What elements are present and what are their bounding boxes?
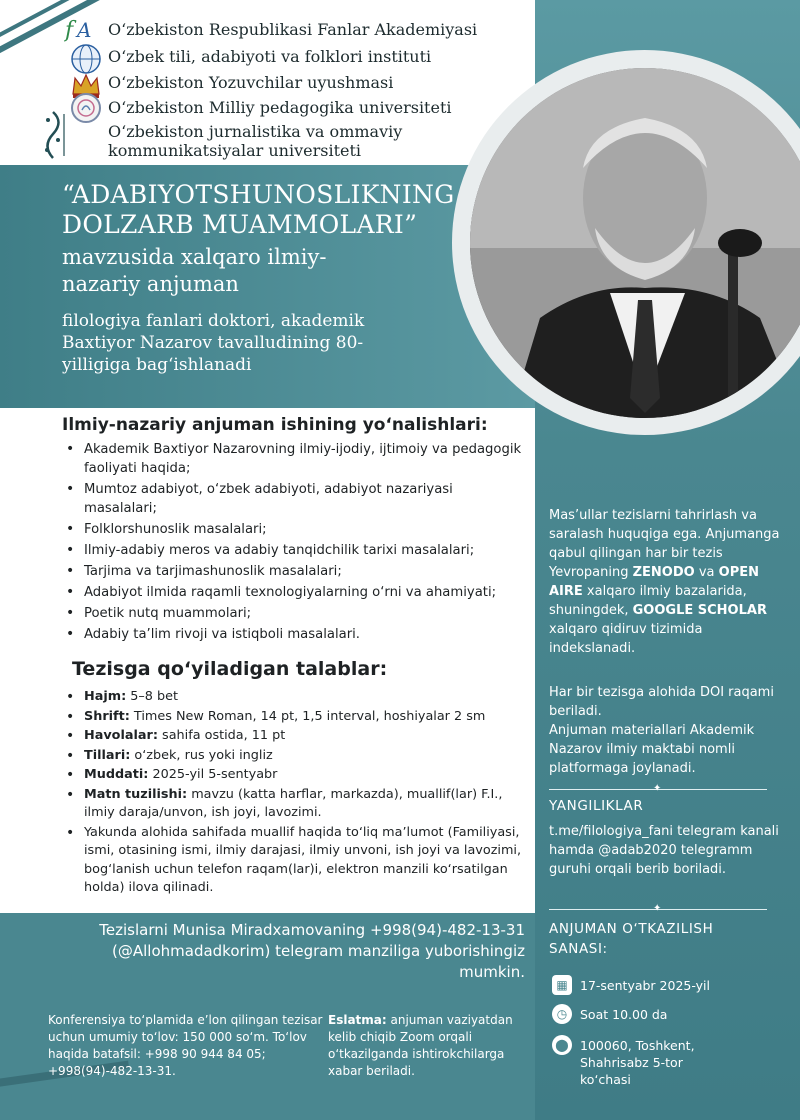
directions-list [62, 440, 527, 646]
editing-text: va [694, 565, 719, 580]
conference-subtitle: mavzusida xalqaro ilmiy-nazariy anjuman [62, 245, 327, 296]
requirement-value: 2025-yil 5-sentyabr [148, 767, 278, 782]
requirement-value: Yakunda alohida sahifada muallif haqida to‘liq ma’lumot (Familiyasi, ismi, otasining ismi, ilmiy darajasi, ilmiy unvoni, ish joyi va lavozimi, bog‘lanish uchun telefon raqam(lar)i, elektron manzili ko‘rsatilgan holda) ilova qilinadi. [84, 824, 522, 895]
requirement-value: o‘zbek, rus yoki ingliz [130, 747, 273, 763]
requirement-label: Havolalar: [84, 728, 158, 743]
requirement-value: Times New Roman, 14 pt, 1,5 interval, hoshiyalar 2 sm [129, 708, 486, 724]
list-item: • Akademik Baxtiyor Nazarovning ilmiy-ijodiy, ijtimoiy va pedagogik faoliyati haqida; [62, 440, 527, 478]
editing-text: xalqaro ilmiy bazalarida, shuningdek, [549, 584, 747, 618]
requirements-list [62, 688, 527, 899]
dedication-text: filologiya fanlari doktori, akademik Baxtiyor Nazarov tavalludining 80-yilligiga bag‘ishlanadi [62, 311, 365, 375]
org-journalism-university: O‘zbekiston jurnalistika va ommaviy kommunikatsiyalar universiteti [108, 122, 403, 160]
conference-time: Soat 10.00 da [580, 1007, 668, 1022]
requirement-label: Shrift: [84, 708, 130, 724]
list-item: • Adabiyot ilmida raqamli texnologiyalarning o‘rni va ahamiyati; [62, 583, 527, 602]
divider: ✦ [549, 909, 767, 910]
org-institute: O‘zbek tili, adabiyoti va folklori instituti [108, 47, 432, 66]
openaire-label: OPEN AIRE [549, 565, 759, 599]
list-item [62, 766, 527, 785]
doi-text: Har bir tezisga alohida DOI raqami beriladi. [549, 685, 774, 719]
requirement-value: mavzu (katta harflar, markazda), muallif(lar) F.I., ilmiy daraja/unvon, ish joyi, lavozimi. [84, 786, 503, 820]
portrait-photo [470, 68, 800, 418]
requirement-label: Matn tuzilishi: [84, 786, 188, 802]
directions-heading: Ilmiy-nazariy anjuman ishining yo‘nalishlari: [62, 415, 488, 435]
clock-icon: ◷ [552, 1004, 572, 1024]
requirement-label: Hajm: [84, 689, 127, 704]
list-item: • Folklorshunoslik masalalari; [62, 520, 527, 539]
quill-emblem-icon [38, 110, 68, 160]
list-item: • Poetik nutq muammolari; [62, 604, 527, 623]
conference-address: 100060, Toshkent, Shahrisabz 5-tor ko‘chasi [580, 1038, 695, 1087]
location-pin-icon: ⬤ [552, 1035, 572, 1055]
org-pedagogical-university: O‘zbekiston Milliy pedagogika universiteti [108, 98, 452, 117]
conference-date: 17-sentyabr 2025-yil [580, 978, 710, 993]
calendar-icon: ▦ [552, 975, 572, 995]
zenodo-label: ZENODO [632, 565, 695, 580]
org-academy: O‘zbekiston Respublikasi Fanlar Akademiyasi [108, 20, 478, 39]
editing-text: xalqaro qidiruv tizimida indekslanadi. [549, 622, 703, 656]
payment-info: Konferensiya to‘plamida e’lon qilingan tezisar uchun umumiy to‘lov: 150 000 so‘m. To‘lov haqida batafsil: +998 90 944 84 05; +998(94)-482-13-31. [48, 1013, 323, 1078]
list-item [62, 747, 527, 766]
list-item [62, 727, 527, 746]
divider: ✦ [549, 789, 767, 790]
list-item: • Adabiy ta’lim rivoji va istiqboli masalalari. [62, 625, 527, 644]
svg-text:f: f [65, 18, 74, 43]
note-label: Eslatma: [328, 1013, 387, 1027]
date-heading: ANJUMAN O‘TKAZILISH SANASI: [549, 921, 714, 957]
requirement-value: 5–8 bet [126, 689, 179, 704]
requirement-label: Muddati: [84, 767, 149, 782]
list-item: • Mumtoz adabiyot, o‘zbek adabiyoti, adabiyot nazariyasi masalalari; [62, 480, 527, 518]
materials-text: Anjuman materiallari Akademik Nazarov ilmiy maktabi nomli platformaga joylanadi. [549, 723, 755, 776]
round-seal-icon [70, 92, 102, 124]
news-text: t.me/filologiya_fani telegram kanali hamda @adab2020 telegramm guruhi orqali berib boriladi. [549, 824, 779, 877]
fa-logo-icon [64, 12, 96, 44]
list-item [62, 824, 527, 898]
list-item: • Ilmiy-adabiy meros va adabiy tanqidchilik tarixi masalalari; [62, 541, 527, 560]
submission-info: Tezislarni Munisa Miradxamovaning +998(94)-482-13-31 (@Allohmadadkorim) telegram manziliga yuborishingiz mumkin. [99, 921, 525, 981]
svg-text:A: A [77, 18, 92, 42]
requirement-label: Tillari: [84, 747, 131, 763]
list-item: • Tarjima va tarjimashunoslik masalalari; [62, 562, 527, 581]
list-item [62, 786, 527, 823]
requirements-heading: Tezisga qo‘yiladigan talablar: [72, 658, 388, 680]
editing-text: Mas’ullar tezislarni tahrirlash va saralash huquqiga ega. Anjumanga qabul qilingan har bir tezis Yevropaning [549, 508, 780, 580]
list-item [62, 688, 527, 707]
news-heading: YANGILIKLAR [549, 798, 644, 814]
editing-rights-text [549, 506, 781, 658]
google-scholar-label: GOOGLE SCHOLAR [632, 603, 767, 618]
requirement-value: sahifa ostida, 11 pt [157, 728, 286, 743]
org-writers-union: O‘zbekiston Yozuvchilar uyushmasi [108, 73, 394, 92]
list-item [62, 708, 527, 727]
note-info [328, 1012, 528, 1080]
conference-title: “ADABIYOTSHUNOSLIKNING DOLZARB MUAMMOLARI” [62, 180, 455, 239]
note-text: anjuman vaziyatdan kelib chiqib Zoom orqali o‘tkazilganda ishtirokchilarga xabar beriladi. [328, 1013, 513, 1078]
